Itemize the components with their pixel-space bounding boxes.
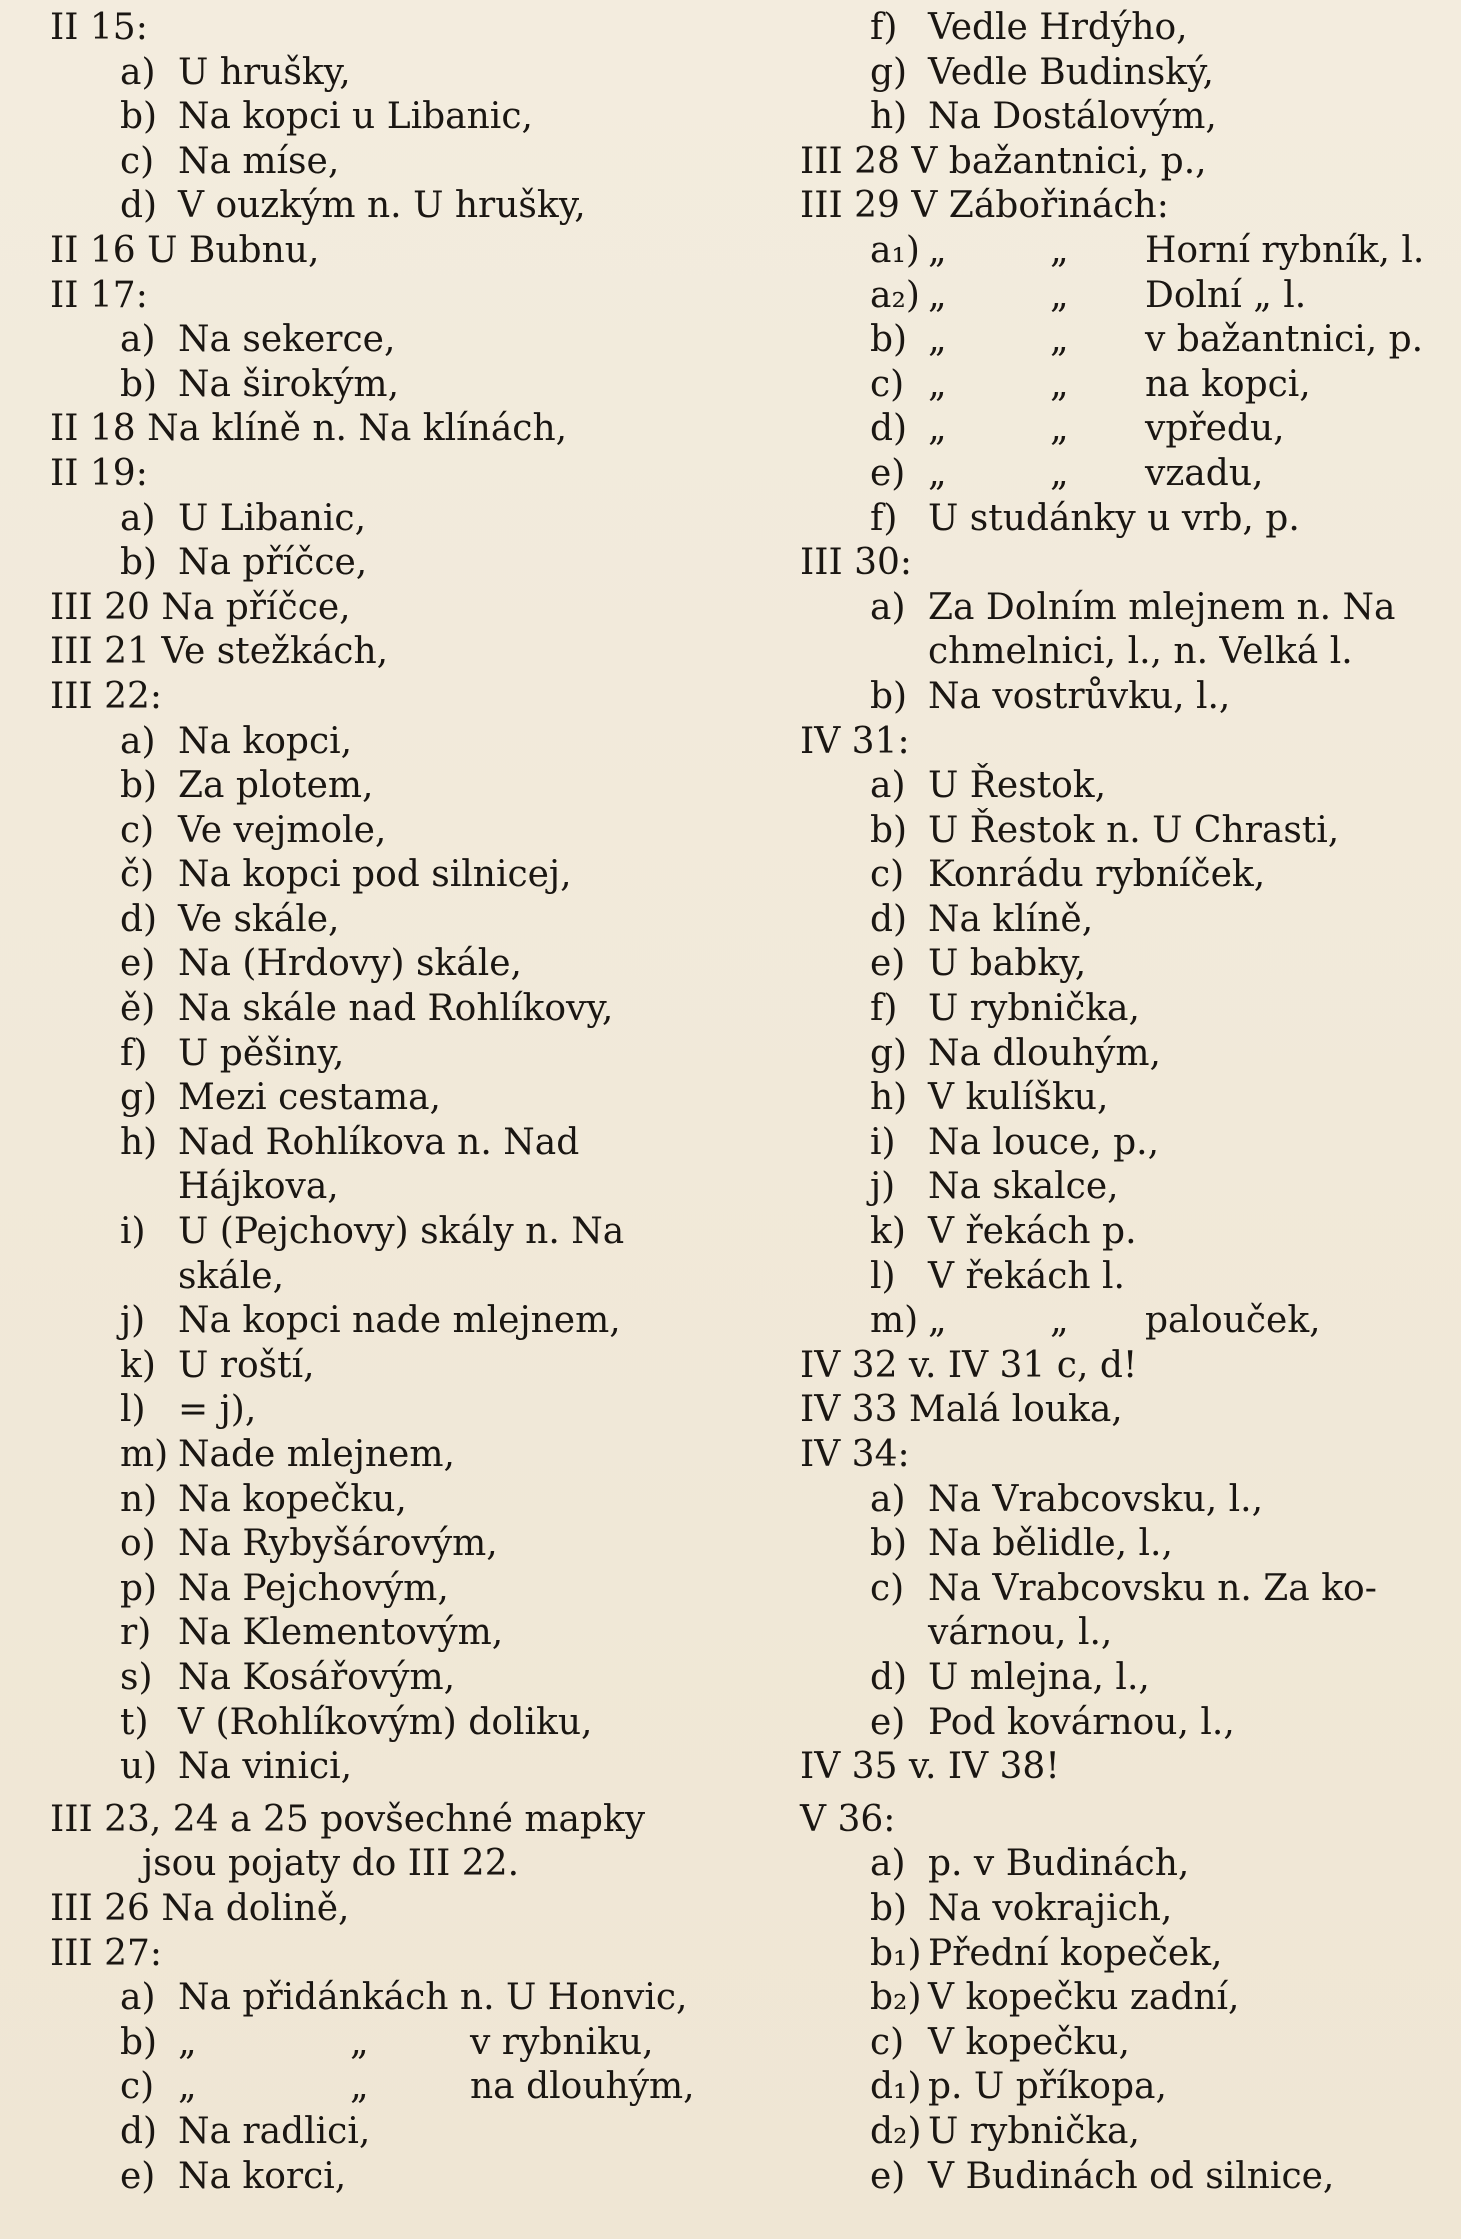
item-marker: b) — [870, 319, 908, 361]
item-marker: k) — [120, 1344, 156, 1386]
list-item — [800, 1976, 1450, 2021]
left-column — [50, 6, 740, 2199]
list-item-continuation — [50, 1255, 740, 1300]
list-item — [50, 318, 740, 363]
list-item — [800, 1567, 1450, 1612]
ditto-mark: „ — [1050, 363, 1069, 405]
list-item — [50, 541, 740, 586]
list-item — [50, 51, 740, 96]
item-marker: s) — [120, 1656, 153, 1698]
list-item-ditto — [800, 363, 1450, 408]
heading-text: III 30: — [800, 542, 913, 584]
list-item — [800, 1032, 1450, 1077]
item-marker: a) — [870, 586, 906, 628]
list-item — [50, 764, 740, 809]
list-item — [50, 720, 740, 765]
section-heading — [50, 6, 740, 51]
item-marker: m) — [120, 1434, 169, 1475]
item-text: Na přidánkách n. U Honvic, — [178, 1977, 688, 2019]
item-text: várnou, l., — [928, 1612, 1113, 1654]
item-marker: a₂) — [870, 274, 920, 316]
item-text: Na míse, — [178, 140, 340, 182]
list-item — [800, 1165, 1450, 1210]
item-text: Na vostrůvku, l., — [928, 675, 1231, 717]
list-item — [50, 1433, 740, 1478]
item-text: U pěšiny, — [178, 1032, 345, 1074]
heading-text: IV 34: — [800, 1434, 910, 1475]
list-item — [50, 1299, 740, 1344]
item-text: p. U příkopa, — [928, 2066, 1167, 2108]
item-marker: f) — [870, 988, 898, 1030]
item-marker: h) — [120, 1121, 158, 1163]
item-text: Na kopci u Libanic, — [178, 96, 533, 138]
list-item — [50, 1656, 740, 1701]
section-heading — [50, 1932, 740, 1977]
list-item-ditto — [800, 407, 1450, 452]
list-item — [50, 140, 740, 185]
item-marker: e) — [870, 2155, 906, 2197]
item-marker: k) — [870, 1211, 906, 1253]
list-item — [800, 1656, 1450, 1701]
item-marker: d₂) — [870, 2110, 922, 2152]
list-item — [50, 1478, 740, 1523]
list-item — [50, 1745, 740, 1790]
list-item — [800, 1701, 1450, 1746]
item-marker: e) — [120, 2155, 156, 2197]
item-text: Na Klementovým, — [178, 1612, 504, 1654]
item-text: Na dlouhým, — [928, 1032, 1161, 1074]
ditto-mark: „ — [350, 2066, 369, 2108]
list-item — [50, 1210, 740, 1255]
item-text: U studánky u vrb, p. — [928, 497, 1300, 539]
item-marker: e) — [870, 943, 906, 985]
list-item — [50, 1976, 740, 2021]
section-heading — [50, 407, 740, 452]
item-marker: b) — [120, 542, 158, 584]
item-marker: d) — [120, 2110, 158, 2152]
item-marker: t) — [120, 1701, 149, 1743]
heading-text: III 26 Na dolině, — [50, 1887, 350, 1929]
item-marker: b₂) — [870, 1977, 922, 2019]
item-text: V kulíšku, — [928, 1077, 1109, 1119]
item-text: V kopečku zadní, — [928, 1977, 1240, 2019]
item-marker: c) — [870, 854, 905, 896]
item-marker: b) — [870, 675, 908, 717]
item-marker: e) — [870, 452, 906, 494]
item-text: Za Dolním mlejnem n. Na — [928, 586, 1396, 628]
item-marker: d) — [120, 898, 158, 940]
heading-text: III 27: — [50, 1932, 163, 1974]
item-marker: a) — [120, 51, 156, 93]
item-text: v bažantnici, p. — [1145, 319, 1424, 361]
item-marker: h) — [870, 1077, 908, 1119]
item-marker: a) — [870, 1843, 906, 1885]
heading-text: III 21 Ve stežkách, — [50, 631, 389, 673]
list-item — [800, 2110, 1450, 2155]
list-item-ditto — [800, 229, 1450, 274]
item-marker: i) — [120, 1211, 146, 1253]
heading-text: III 20 Na příčce, — [50, 586, 351, 628]
item-marker: a) — [870, 765, 906, 807]
item-marker: m) — [870, 1300, 919, 1342]
item-marker: n) — [120, 1478, 158, 1520]
list-item — [50, 942, 740, 987]
item-marker: a) — [120, 720, 156, 762]
item-text: U Řestok, — [928, 765, 1107, 807]
section-heading — [800, 1344, 1450, 1389]
item-marker: d) — [870, 898, 908, 940]
item-text: Ve vejmole, — [178, 809, 387, 851]
item-text: Na sekerce, — [178, 319, 396, 361]
item-text: na dlouhým, — [470, 2066, 695, 2108]
item-text: Na Pejchovým, — [178, 1567, 449, 1609]
item-text: V (Rohlíkovým) doliku, — [178, 1701, 593, 1743]
item-text: Na bělidle, l., — [928, 1523, 1173, 1565]
item-text: Na Kosářovým, — [178, 1656, 456, 1698]
ditto-mark: „ — [928, 274, 947, 316]
list-item-ditto — [800, 318, 1450, 363]
item-marker: f) — [120, 1032, 148, 1074]
item-marker: b) — [120, 96, 158, 138]
item-marker: d) — [870, 1656, 908, 1698]
section-heading — [50, 630, 740, 675]
list-item — [50, 853, 740, 898]
list-item — [800, 2021, 1450, 2066]
list-item — [50, 809, 740, 854]
item-marker: l) — [870, 1255, 896, 1297]
item-text: Na Vrabcovsku n. Za ko- — [928, 1567, 1377, 1609]
heading-text: II 19: — [50, 452, 148, 494]
item-marker: i) — [870, 1121, 896, 1163]
section-heading — [50, 452, 740, 497]
item-marker: j) — [120, 1300, 146, 1342]
item-text: p. v Budinách, — [928, 1843, 1190, 1885]
item-text: U rybnička, — [928, 988, 1140, 1030]
ditto-mark: „ — [178, 2021, 197, 2063]
item-marker: c) — [120, 140, 155, 182]
item-text: Nade mlejnem, — [178, 1434, 455, 1475]
ditto-mark: „ — [1050, 274, 1069, 316]
item-text: Na Rybyšárovým, — [178, 1523, 498, 1565]
item-text: Na korci, — [178, 2155, 347, 2197]
item-marker: g) — [870, 51, 908, 93]
item-text: U Libanic, — [178, 497, 367, 539]
item-text: V řekách l. — [928, 1255, 1125, 1297]
section-heading — [50, 1887, 740, 1932]
item-text: U roští, — [178, 1344, 315, 1386]
item-marker: b) — [120, 765, 158, 807]
item-text: Na příčce, — [178, 542, 368, 584]
heading-text: IV 33 Malá louka, — [800, 1389, 1123, 1431]
item-marker: c) — [870, 1567, 905, 1609]
item-marker: b) — [870, 1887, 908, 1929]
list-item — [50, 184, 740, 229]
ditto-mark: „ — [928, 229, 947, 271]
section-heading — [50, 675, 740, 720]
list-item — [800, 497, 1450, 542]
section-heading — [800, 720, 1450, 765]
heading-text: IV 32 v. IV 31 c, d! — [800, 1344, 1138, 1386]
item-marker: e) — [870, 1701, 906, 1743]
list-item — [800, 95, 1450, 140]
list-item — [50, 363, 740, 408]
item-marker: a) — [120, 1977, 156, 2019]
item-text: Ve skále, — [178, 898, 340, 940]
list-item — [800, 764, 1450, 809]
section-heading — [50, 229, 740, 274]
list-item — [800, 6, 1450, 51]
item-text: Nad Rohlíkova n. Nad — [178, 1121, 580, 1163]
list-item — [50, 1701, 740, 1746]
item-text: Na skále nad Rohlíkovy, — [178, 988, 614, 1030]
item-text: v rybniku, — [470, 2021, 654, 2063]
item-marker: d) — [120, 185, 158, 227]
heading-text: IV 31: — [800, 720, 910, 762]
ditto-mark: „ — [1050, 319, 1069, 361]
list-item — [50, 1567, 740, 1612]
heading-text: II 18 Na klíně n. Na klínách, — [50, 408, 568, 450]
section-heading — [50, 274, 740, 319]
item-marker: d₁) — [870, 2066, 922, 2108]
heading-text: jsou pojaty do III 22. — [142, 1843, 520, 1885]
list-item — [800, 1478, 1450, 1523]
list-item — [800, 1076, 1450, 1121]
item-marker: g) — [120, 1077, 158, 1119]
item-text: U hrušky, — [178, 51, 351, 93]
item-text: V Budinách od silnice, — [928, 2155, 1335, 2197]
item-marker: a) — [120, 497, 156, 539]
list-item — [800, 898, 1450, 943]
item-marker: h) — [870, 96, 908, 138]
heading-text: II 17: — [50, 274, 148, 316]
item-text: U Řestok n. U Chrasti, — [928, 809, 1340, 851]
section-heading — [800, 184, 1450, 229]
item-marker: f) — [870, 7, 898, 48]
list-item-ditto — [800, 452, 1450, 497]
list-item — [50, 1344, 740, 1389]
item-text: Pod kovárnou, l., — [928, 1701, 1235, 1743]
heading-text: III 29 V Zábořinách: — [800, 185, 1169, 227]
list-item — [800, 1932, 1450, 1977]
list-item-continuation — [800, 1611, 1450, 1656]
list-item — [800, 1121, 1450, 1166]
ditto-mark: „ — [1050, 452, 1069, 494]
item-text: Na vinici, — [178, 1746, 353, 1788]
item-text: V řekách p. — [928, 1211, 1137, 1253]
item-text: U rybnička, — [928, 2110, 1140, 2152]
item-marker: c) — [870, 363, 905, 405]
item-marker: r) — [120, 1612, 152, 1654]
item-text: Na Vrabcovsku, l., — [928, 1478, 1264, 1520]
item-marker: b₁) — [870, 1932, 922, 1974]
list-item-ditto — [800, 1299, 1450, 1344]
item-marker: b) — [870, 1523, 908, 1565]
item-marker: b) — [120, 2021, 158, 2063]
item-text: Vedle Budinský, — [928, 51, 1214, 93]
list-item — [800, 51, 1450, 96]
item-text: vzadu, — [1145, 452, 1264, 494]
item-text: Na vokrajich, — [928, 1887, 1173, 1929]
ditto-mark: „ — [350, 2021, 369, 2063]
item-text: V ouzkým n. U hrušky, — [178, 185, 586, 227]
item-marker: j) — [870, 1166, 896, 1208]
list-item — [50, 95, 740, 140]
list-item-ditto — [50, 2021, 740, 2066]
item-marker: c) — [870, 2021, 905, 2063]
ditto-mark: „ — [1050, 408, 1069, 450]
list-item — [50, 1032, 740, 1077]
list-item — [800, 2065, 1450, 2110]
item-marker: č) — [120, 854, 155, 896]
list-item — [800, 809, 1450, 854]
list-item — [800, 987, 1450, 1032]
list-item — [800, 1522, 1450, 1567]
item-marker: c) — [120, 809, 155, 851]
ditto-mark: „ — [1050, 1300, 1069, 1342]
list-item — [800, 1210, 1450, 1255]
heading-text: II 15: — [50, 7, 148, 48]
item-text: Dolní „ l. — [1145, 274, 1307, 316]
section-heading — [800, 1798, 1450, 1843]
heading-text: III 22: — [50, 675, 163, 717]
list-item-ditto — [50, 2065, 740, 2110]
item-marker: o) — [120, 1523, 156, 1565]
list-item — [50, 1388, 740, 1433]
item-text: U babky, — [928, 943, 1087, 985]
heading-text: IV 35 v. IV 38! — [800, 1746, 1060, 1788]
list-item — [50, 1522, 740, 1567]
item-text: Na klíně, — [928, 898, 1094, 940]
item-text: Hájkova, — [178, 1166, 339, 1208]
list-item — [800, 586, 1450, 631]
item-text: U mlejna, l., — [928, 1656, 1150, 1698]
item-text: V kopečku, — [928, 2021, 1130, 2063]
list-item — [800, 853, 1450, 898]
heading-text: III 23, 24 a 25 povšechné mapky — [50, 1798, 646, 1840]
heading-continuation — [50, 1842, 740, 1887]
list-item — [800, 2155, 1450, 2200]
item-text: U (Pejchovy) skály n. Na — [178, 1211, 625, 1253]
item-text: Vedle Hrdýho, — [928, 7, 1188, 48]
section-heading — [800, 1433, 1450, 1478]
section-heading — [50, 586, 740, 631]
right-column — [800, 6, 1450, 2199]
section-heading — [800, 1388, 1450, 1433]
item-marker: a₁) — [870, 229, 920, 271]
item-marker: a) — [870, 1478, 906, 1520]
item-text: Přední kopeček, — [928, 1932, 1223, 1974]
item-marker: p) — [120, 1567, 158, 1609]
list-item — [800, 1842, 1450, 1887]
list-item-ditto — [800, 274, 1450, 319]
list-item — [800, 942, 1450, 987]
item-marker: b) — [120, 363, 158, 405]
item-text: Na kopečku, — [178, 1478, 407, 1520]
list-item — [50, 1121, 740, 1166]
item-text: vpředu, — [1145, 408, 1285, 450]
item-text: Na radlici, — [178, 2110, 371, 2152]
item-marker: l) — [120, 1389, 146, 1431]
list-item — [50, 2110, 740, 2155]
item-text: Konrádu rybníček, — [928, 854, 1266, 896]
item-marker: u) — [120, 1746, 158, 1788]
list-item — [50, 497, 740, 542]
ditto-mark: „ — [928, 408, 947, 450]
item-text: palouček, — [1145, 1300, 1321, 1342]
item-marker: e) — [120, 943, 156, 985]
ditto-mark: „ — [928, 363, 947, 405]
item-text: skále, — [178, 1255, 285, 1297]
item-text: Na kopci, — [178, 720, 353, 762]
item-text: Na Dostálovým, — [928, 96, 1217, 138]
list-item — [50, 1611, 740, 1656]
section-heading — [800, 1745, 1450, 1790]
heading-text: II 16 U Bubnu, — [50, 229, 320, 271]
ditto-mark: „ — [1050, 229, 1069, 271]
item-text: Na skalce, — [928, 1166, 1119, 1208]
ditto-mark: „ — [178, 2066, 197, 2108]
section-heading — [50, 1798, 740, 1843]
item-text: chmelnici, l., n. Velká l. — [928, 631, 1353, 673]
list-item — [50, 898, 740, 943]
heading-text: V 36: — [800, 1798, 896, 1840]
item-marker: a) — [120, 319, 156, 361]
ditto-mark: „ — [928, 319, 947, 361]
list-item — [50, 987, 740, 1032]
item-marker: ě) — [120, 988, 156, 1030]
list-item — [50, 1076, 740, 1121]
ditto-mark: „ — [928, 1300, 947, 1342]
item-text: na kopci, — [1145, 363, 1311, 405]
ditto-mark: „ — [928, 452, 947, 494]
list-item-continuation — [800, 630, 1450, 675]
item-text: Na širokým, — [178, 363, 400, 405]
item-text: Na louce, p., — [928, 1121, 1160, 1163]
item-marker: c) — [120, 2066, 155, 2108]
heading-text: III 28 V bažantnici, p., — [800, 140, 1207, 182]
item-text: Mezi cestama, — [178, 1077, 442, 1119]
item-text: Na (Hrdovy) skále, — [178, 943, 522, 985]
section-heading — [800, 140, 1450, 185]
list-item — [800, 1255, 1450, 1300]
list-item — [800, 675, 1450, 720]
item-marker: g) — [870, 1032, 908, 1074]
item-text: Za plotem, — [178, 765, 374, 807]
item-text: Horní rybník, l. — [1145, 229, 1425, 271]
item-marker: b) — [870, 809, 908, 851]
item-text: Na kopci pod silnicej, — [178, 854, 572, 896]
item-text: = j), — [178, 1389, 257, 1431]
item-text: Na kopci nade mlejnem, — [178, 1300, 621, 1342]
list-item — [800, 1887, 1450, 1932]
list-item — [50, 2155, 740, 2200]
item-marker: f) — [870, 497, 898, 539]
section-heading — [800, 541, 1450, 586]
list-item-continuation — [50, 1165, 740, 1210]
item-marker: d) — [870, 408, 908, 450]
